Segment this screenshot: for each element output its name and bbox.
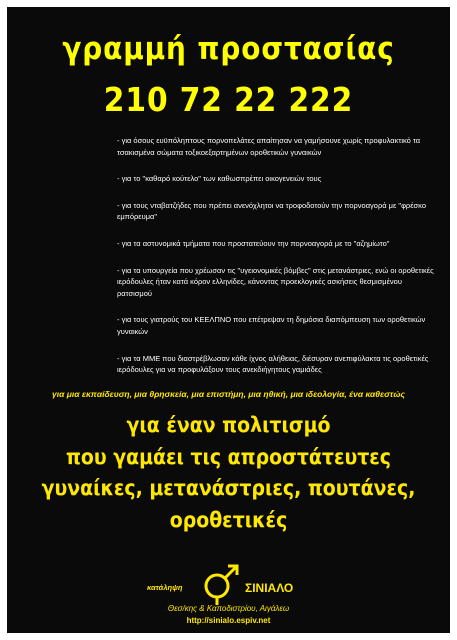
slogan-line: για έναν πολιτισμό — [126, 413, 331, 437]
list-item: - για τα αστυνομικά τμήματα που προστατεύουν την πορνοαγορά με το "αζημίωτο" — [117, 238, 390, 248]
accusation-list — [117, 135, 435, 391]
footer-label: κατάληψη — [147, 583, 183, 592]
list-item: - για όσους ευϋπόληπτους πορνοπελάτες απαίτησαν να γαμήσουνε χωρίς προφυλακτικό τα τσακισμένα σώματα τοξικοεξαρτημένων οροθετικών γυναικών — [117, 136, 421, 157]
slogan-line: γυναίκες, μετανάστριες, πουτάνες, — [41, 476, 416, 500]
slogan — [29, 410, 428, 536]
phone-number: 210 72 22 222 — [103, 80, 354, 119]
subheading: για μια εκπαίδευση, μια θρησκεία, μια επιστήμη, μια ηθική, μια ιδεολογία, ένα καθεστώς — [52, 389, 405, 399]
footer-address: Θεσ/κης & Καποδιστρίου, Αιγάλεω — [167, 604, 290, 613]
list-item: - για τους νταβατζήδες που πρέπει ανενόχλητοι να τροφοδοτούν την πορνοαγορά με "φρέσκο εμπόρευμα" — [117, 200, 427, 222]
slogan-line: που γαμάει τις απροστάτευτες — [65, 444, 392, 469]
gender-symbol-icon — [197, 560, 243, 606]
list-item: - για τα ΜΜΕ που διαστρέβλωσαν κάθε ίχνος αλήθειας, διέσυραν ανεπιφύλακτα τις οροθετικές ιερόδουλες για να προφυλάξουν τους ανεκδιήγητους γαμιάδες — [117, 353, 429, 375]
list-item: - για το "καθαρό κούτελο" των καθωσπρέπει οικογενειών τους — [117, 174, 322, 184]
slogan-line: οροθετικές — [169, 507, 288, 532]
list-item: - για τους γιατρούς του ΚΕΕΛΠΝΟ που επέτρεψαν τη δημόσια διαπόμπευση των οροθετικών γυναικών — [117, 315, 426, 336]
poster — [7, 7, 450, 633]
poster-title: γραμμή προστασίας — [62, 31, 395, 67]
list-item: - για τα υπουργεία που χρέωσαν τις "υγειονομικές βόμβες" στις μετανάστριες, ενώ οι οροθετικές ιερόδουλες ήταν κατά κόρον ελληνίδες, κάνοντας προεκλογικές ασκήσεις θεσμισμένου ρατσισμού — [117, 265, 434, 298]
footer-url[interactable]: http://sinialo.espiv.net — [186, 616, 271, 625]
footer-name: ΣΙΝΙΑΛΟ — [245, 581, 294, 595]
